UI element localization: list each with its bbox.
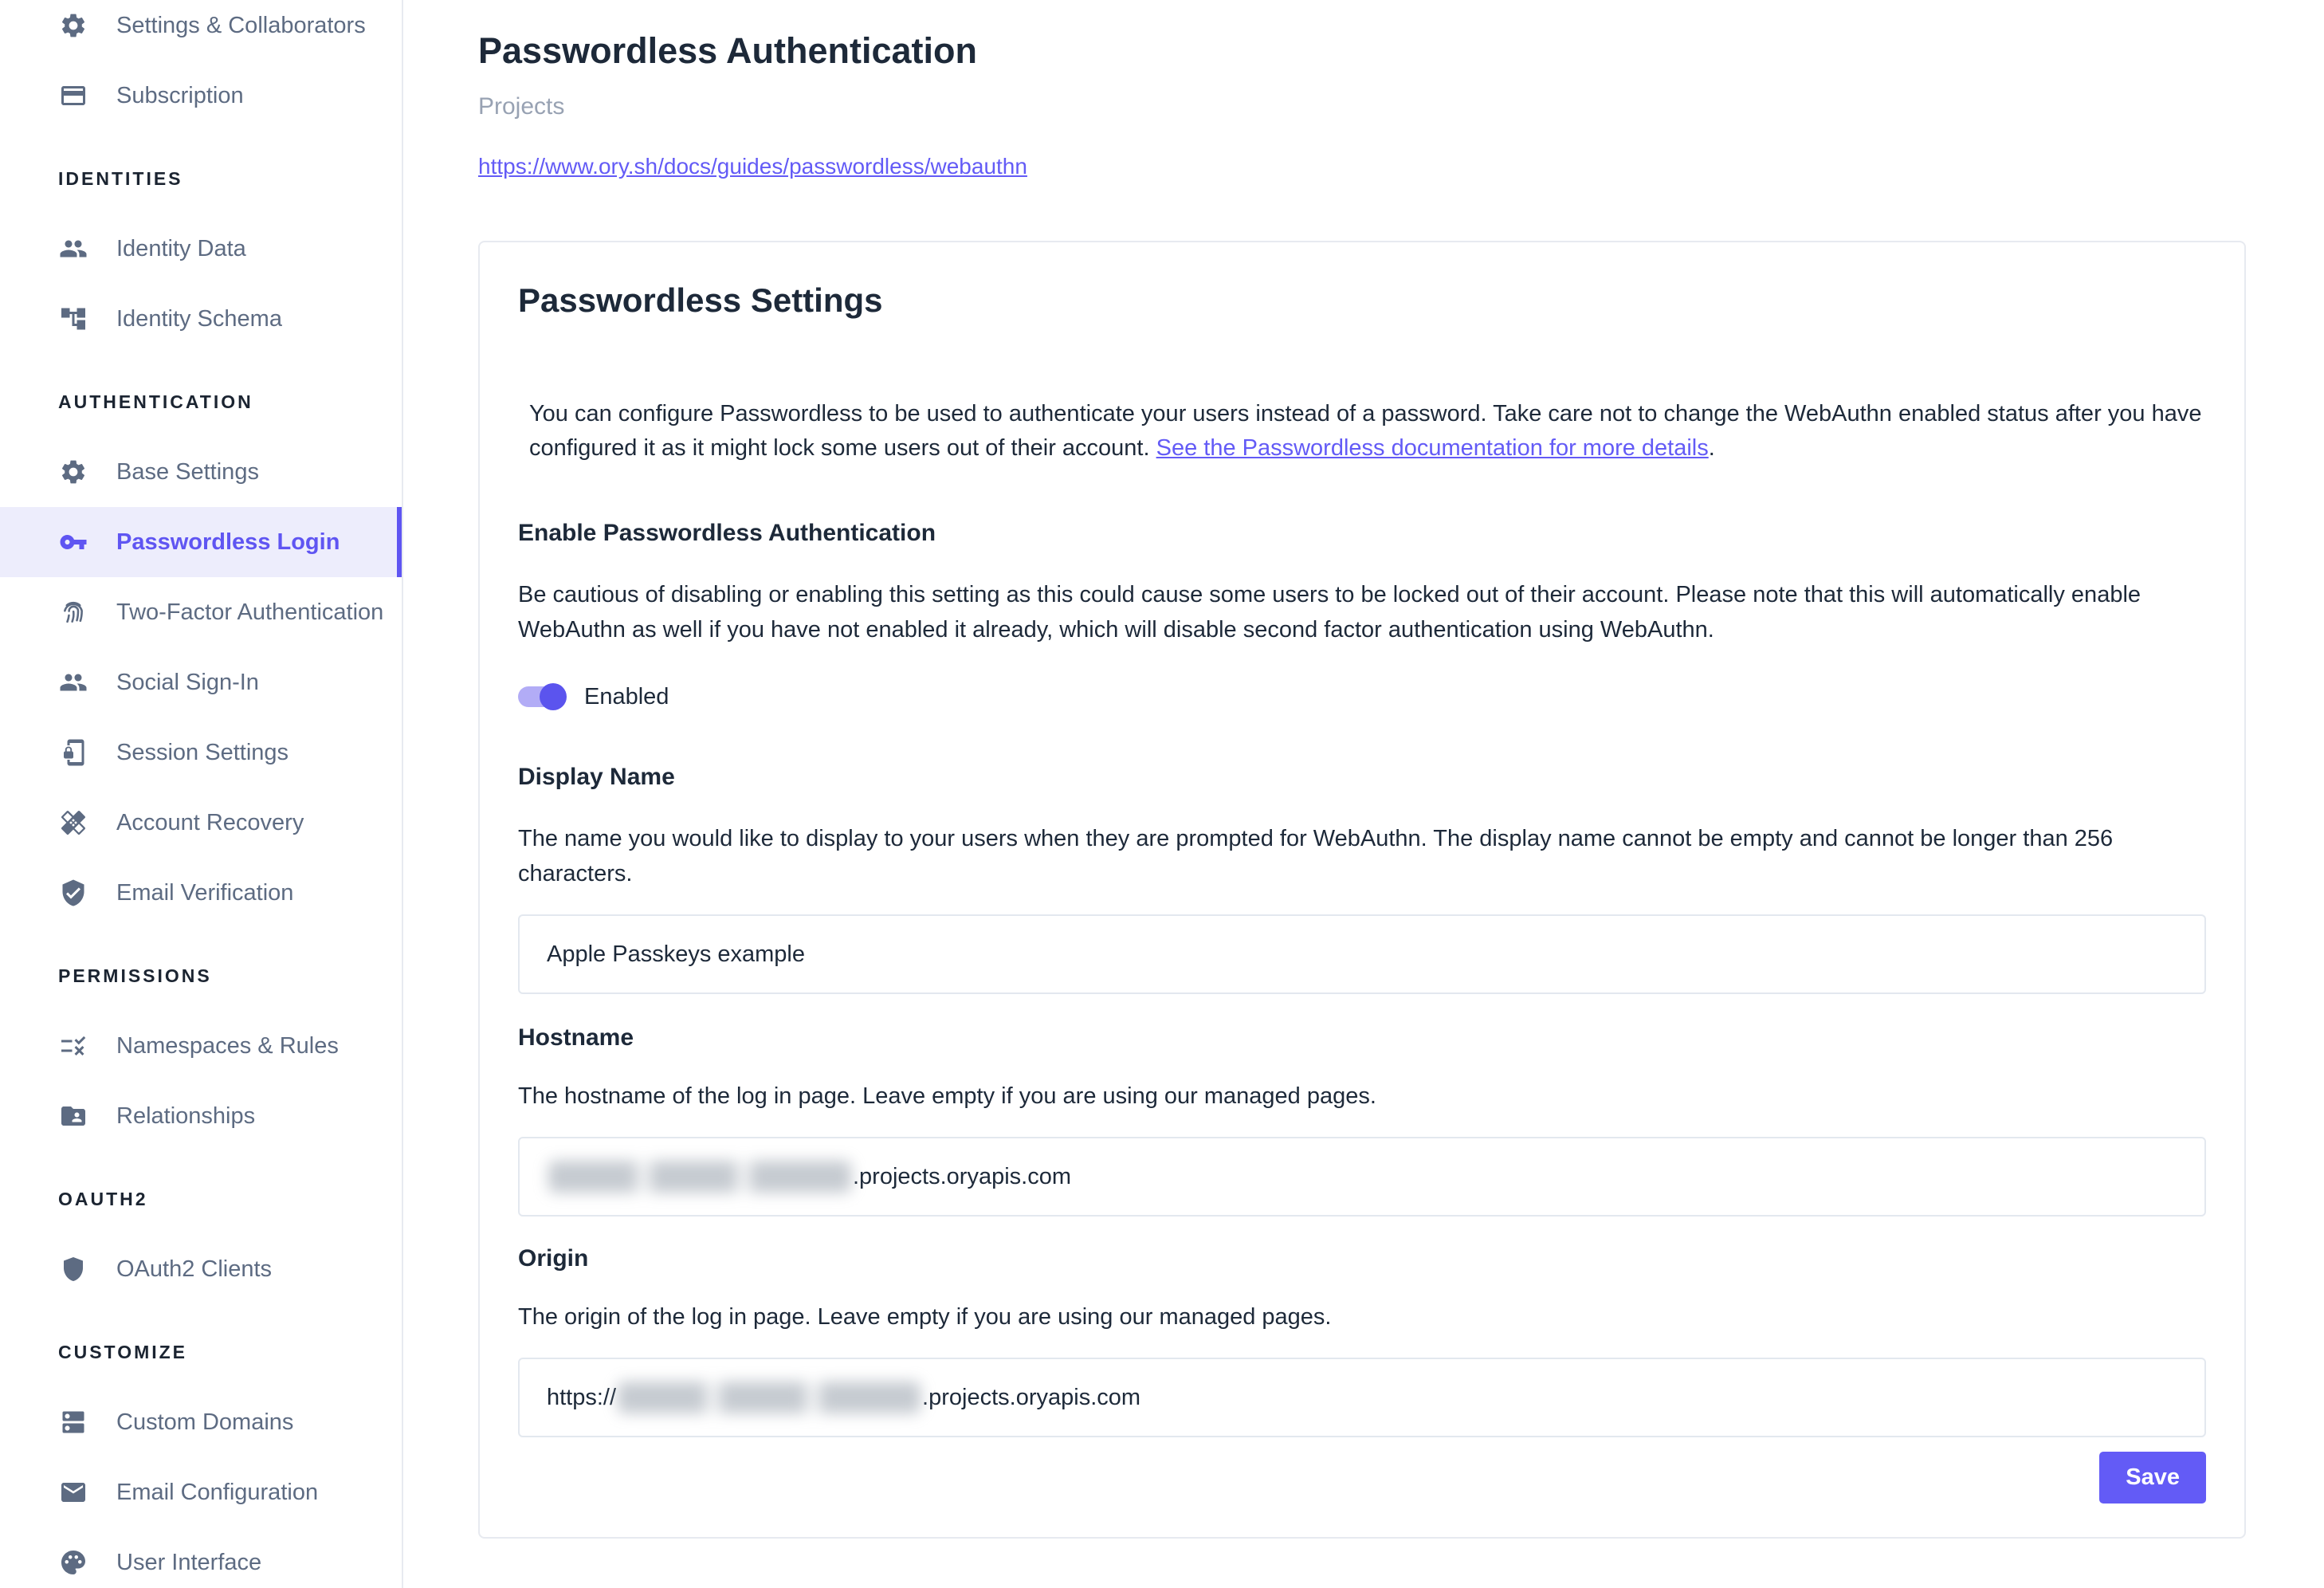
sidebar-item-label: Relationships: [116, 1103, 256, 1129]
passwordless-toggle[interactable]: [518, 686, 560, 707]
redacted-origin: [618, 1382, 921, 1413]
fingerprint-icon: [59, 598, 88, 627]
main-content: [478, 0, 2246, 1539]
device-lock-icon: [59, 738, 88, 767]
toggle-state-label: Enabled: [584, 683, 669, 709]
folder-user-icon: [59, 1102, 88, 1130]
sidebar-item-label: Email Verification: [116, 879, 294, 906]
sidebar-item-passwordless-login[interactable]: [0, 507, 402, 577]
sidebar-item-label: Identity Data: [116, 235, 246, 261]
palette-icon: [59, 1548, 88, 1577]
schema-icon: [59, 305, 88, 333]
passwordless-doc-link[interactable]: See the Passwordless documentation for more details: [1156, 435, 1709, 461]
breadcrumb: Projects: [478, 93, 565, 120]
sidebar-item-label: Identity Schema: [116, 305, 282, 332]
sidebar-item-custom-domains[interactable]: [0, 1387, 402, 1457]
sidebar-item-account-recovery[interactable]: [0, 788, 402, 858]
origin-label: Origin: [518, 1245, 589, 1272]
sidebar-item-user-interface[interactable]: [0, 1527, 402, 1588]
enable-passwordless-label: Enable Passwordless Authentication: [518, 520, 936, 546]
save-row: [518, 1452, 2206, 1503]
shield-icon: [59, 1255, 88, 1283]
toggle-row: [518, 674, 2206, 719]
people-icon: [59, 668, 88, 697]
card-heading: Passwordless Settings: [518, 281, 883, 319]
shield-check-icon: [59, 879, 88, 907]
origin-suffix: .projects.oryapis.com: [922, 1384, 1141, 1410]
sidebar-item-identity-data[interactable]: [0, 214, 402, 284]
enable-passwordless-description: Be cautious of disabling or enabling this setting as this could cause some users to be locked out of their account. Please note that this will automatically enable WebAuthn as well if you have not enabled it already, which will disable second factor authentication using WebAuthn.: [518, 582, 2141, 643]
server-icon: [59, 1408, 88, 1437]
bandage-icon: [59, 808, 88, 837]
page-title: Passwordless Authentication: [478, 30, 977, 71]
sidebar-section-identities: IDENTITIES: [58, 167, 183, 189]
hostname-label: Hostname: [518, 1024, 634, 1051]
sidebar-item-email-verification[interactable]: [0, 858, 402, 928]
rules-icon: [59, 1032, 88, 1060]
sidebar-nav: [0, 0, 402, 1588]
key-icon: [59, 528, 88, 556]
sidebar-section-authentication: AUTHENTICATION: [58, 391, 253, 412]
sidebar-item-subscription[interactable]: [0, 61, 402, 131]
sidebar-item-label: OAuth2 Clients: [116, 1256, 273, 1282]
display-name-label: Display Name: [518, 764, 675, 790]
sidebar-item-namespaces-rules[interactable]: [0, 1011, 402, 1081]
origin-input[interactable]: [518, 1358, 2206, 1437]
sidebar-item-label: Subscription: [116, 82, 244, 108]
gear-icon: [59, 458, 88, 486]
hostname-suffix: .projects.oryapis.com: [853, 1163, 1071, 1189]
intro-paragraph: [529, 397, 2206, 466]
sidebar-item-social-sign-in[interactable]: [0, 647, 402, 717]
sidebar-item-label: Email Configuration: [116, 1479, 319, 1505]
intro-suffix: .: [1708, 435, 1715, 461]
sidebar-item-base-settings[interactable]: [0, 437, 402, 507]
redacted-hostname: [548, 1161, 851, 1193]
people-icon: [59, 234, 88, 263]
sidebar-item-label: Passwordless Login: [116, 529, 340, 555]
sidebar-item-label: User Interface: [116, 1549, 262, 1575]
hostname-input[interactable]: [518, 1137, 2206, 1217]
sidebar-item-label: Settings & Collaborators: [116, 12, 366, 38]
gear-icon: [59, 11, 88, 40]
passwordless-settings-card: [478, 241, 2246, 1539]
origin-description: The origin of the log in page. Leave empty if you are using our managed pages.: [518, 1304, 1332, 1330]
sidebar-item-session-settings[interactable]: [0, 717, 402, 788]
sidebar-item-label: Social Sign-In: [116, 669, 259, 695]
mail-icon: [59, 1478, 88, 1507]
sidebar-item-email-configuration[interactable]: [0, 1457, 402, 1527]
doc-link[interactable]: https://www.ory.sh/docs/guides/passwordless/webauthn: [478, 154, 1027, 179]
save-button[interactable]: Save: [2099, 1452, 2206, 1503]
toggle-thumb: [540, 683, 567, 710]
sidebar: [0, 0, 403, 1588]
sidebar-item-settings-collaborators[interactable]: [0, 0, 402, 61]
sidebar-section-oauth2: OAUTH2: [58, 1188, 148, 1209]
origin-prefix: https://: [547, 1384, 617, 1410]
display-name-description: The name you would like to display to your users when they are prompted for WebAuthn. The display name cannot be empty and cannot be longer than 256 characters.: [518, 826, 2114, 886]
intro-text: You can configure Passwordless to be used to authenticate your users instead of a password. Take care not to change the WebAuthn enabled status after you have configured it as it might lock some users out of their account.: [529, 401, 2202, 461]
sidebar-item-label: Base Settings: [116, 458, 259, 485]
sidebar-item-relationships[interactable]: [0, 1081, 402, 1151]
sidebar-item-identity-schema[interactable]: [0, 284, 402, 354]
sidebar-section-permissions: PERMISSIONS: [58, 965, 212, 986]
sidebar-item-label: Custom Domains: [116, 1409, 294, 1435]
sidebar-section-customize: CUSTOMIZE: [58, 1341, 188, 1362]
sidebar-item-label: Session Settings: [116, 739, 289, 765]
sidebar-item-oauth2-clients[interactable]: [0, 1234, 402, 1304]
credit-card-icon: [59, 81, 88, 110]
sidebar-item-label: Namespaces & Rules: [116, 1032, 339, 1059]
sidebar-item-label: Two-Factor Authentication: [116, 599, 384, 625]
sidebar-item-label: Account Recovery: [116, 809, 304, 835]
hostname-description: The hostname of the log in page. Leave empty if you are using our managed pages.: [518, 1083, 1376, 1109]
display-name-input[interactable]: [518, 914, 2206, 994]
sidebar-item-two-factor-authentication[interactable]: [0, 577, 402, 647]
